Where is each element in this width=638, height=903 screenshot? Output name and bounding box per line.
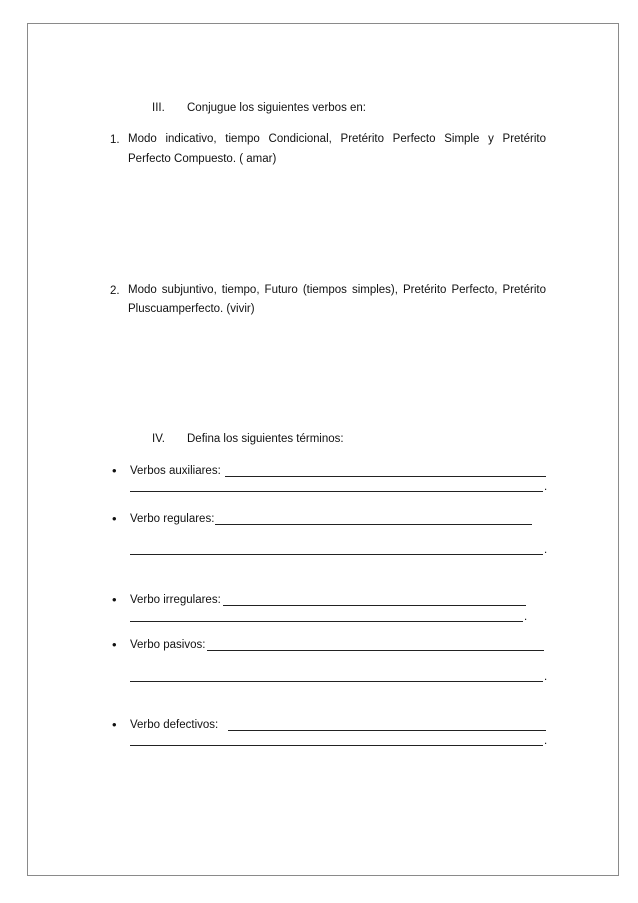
term-2-end-mark: . (544, 544, 548, 556)
item-1-continuation: Perfecto Compuesto. ( amar) (128, 153, 277, 165)
section-3-numeral: III. (152, 102, 165, 114)
term-2-answer-line-2[interactable] (130, 554, 543, 555)
term-3-answer-line-2[interactable] (130, 621, 523, 622)
item-2-number: 2. (110, 285, 120, 297)
bullet-icon: • (112, 463, 117, 478)
item-2-continuation: Pluscuamperfecto. (vivir) (128, 303, 255, 315)
term-2-label: Verbo regulares: (130, 513, 215, 525)
term-1-answer-line-1[interactable] (225, 476, 546, 477)
term-5-answer-line-1[interactable] (228, 730, 546, 731)
bullet-icon: • (112, 637, 117, 652)
bullet-icon: • (112, 592, 117, 607)
term-3-answer-line-1[interactable] (223, 605, 526, 606)
term-1-answer-line-2[interactable] (130, 491, 543, 492)
section-4-numeral: IV. (152, 433, 166, 445)
term-4-answer-line-1[interactable] (207, 650, 544, 651)
document-page (27, 23, 619, 876)
term-3-end-mark: . (524, 611, 528, 623)
item-2-text: Modo subjuntivo, tiempo, Futuro (tiempos simples), Pretérito Perfecto, Pretérito (128, 284, 546, 296)
bullet-icon: • (112, 511, 117, 526)
term-3-label: Verbo irregulares: (130, 594, 221, 606)
section-3-heading: Conjugue los siguientes verbos en: (187, 102, 367, 114)
term-4-end-mark: . (544, 671, 548, 683)
section-4-heading: Defina los siguientes términos: (187, 433, 344, 445)
term-1-end-mark: . (544, 481, 548, 493)
term-5-answer-line-2[interactable] (130, 745, 543, 746)
term-2-answer-line-1[interactable] (215, 524, 532, 525)
term-5-label: Verbo defectivos: (130, 719, 219, 731)
term-4-label: Verbo pasivos: (130, 639, 206, 651)
bullet-icon: • (112, 717, 117, 732)
term-5-end-mark: . (544, 735, 548, 747)
term-4-answer-line-2[interactable] (130, 681, 543, 682)
item-1-number: 1. (110, 134, 120, 146)
item-1-text: Modo indicativo, tiempo Condicional, Pretérito Perfecto Simple y Pretérito (128, 133, 546, 145)
term-1-label: Verbos auxiliares: (130, 465, 221, 477)
